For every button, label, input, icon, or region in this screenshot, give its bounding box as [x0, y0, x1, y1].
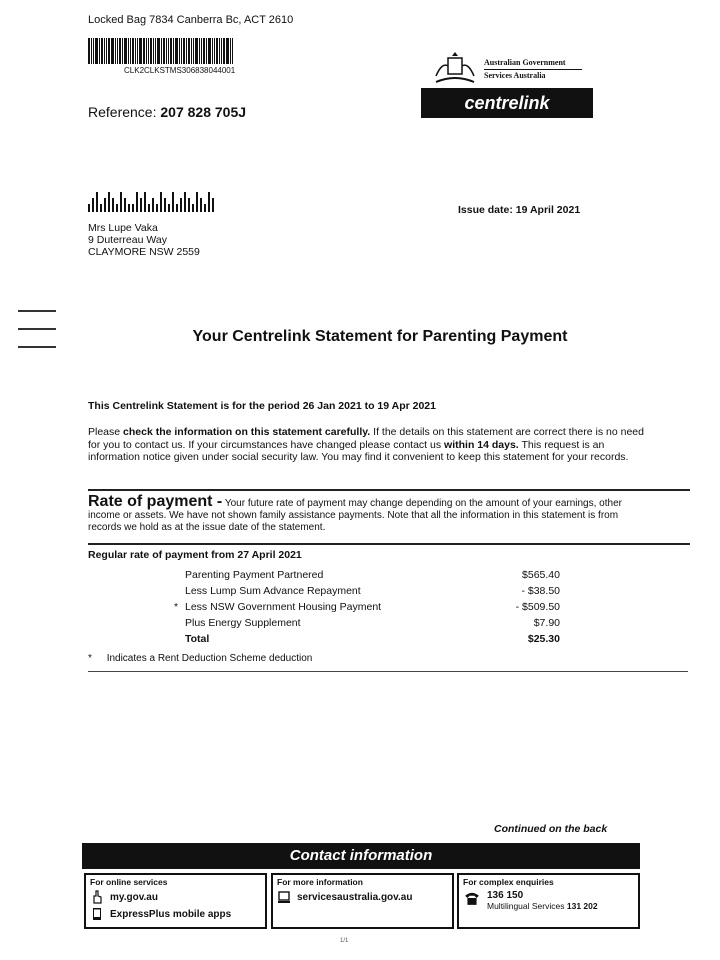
fold-mark — [18, 310, 56, 312]
payment-row — [185, 585, 560, 597]
payment-total: Total $25.30 — [185, 633, 560, 645]
reference-label: Reference: — [88, 104, 157, 120]
payment-marker: * — [174, 601, 179, 613]
payment-row — [174, 601, 560, 613]
hand-pointer-icon — [90, 890, 104, 904]
section-rule — [88, 671, 688, 672]
gov-divider — [484, 69, 582, 70]
issue-date: Issue date: 19 April 2021 — [458, 204, 581, 216]
gov-name: Australian Government — [484, 58, 566, 67]
intro-paragraph: Please check the information on this statement carefully. If the details on this statement are correct there is no need for you to contact us. If your circumstances have changed please contact us within 14 days. This request is an information notice given under social security law. You may find it convenient to keep this statement for your records. — [88, 426, 644, 463]
recipient-address — [88, 222, 200, 258]
services-australia: Services Australia — [484, 71, 546, 80]
telephone-icon — [463, 890, 481, 906]
complex-enquiries-box: For complex enquiries 136 150 Multilingual Services 131 202 — [457, 873, 640, 929]
services-australia-link[interactable]: servicesaustralia.gov.au — [277, 890, 448, 904]
statement-period: This Centrelink Statement is for the period 26 Jan 2021 to 19 Apr 2021 — [88, 400, 436, 412]
payment-label: Less NSW Government Housing Payment — [185, 601, 382, 613]
continued-note: Continued on the back — [494, 823, 608, 835]
coat-of-arms-icon — [432, 52, 478, 86]
rate-of-payment — [88, 493, 648, 534]
recipient-city: CLAYMORE NSW 2559 — [88, 246, 200, 258]
payment-label: Parenting Payment Partnered — [185, 569, 324, 581]
reference — [88, 104, 246, 120]
barcode — [88, 38, 234, 64]
computer-icon — [277, 890, 291, 904]
payment-amount: $7.90 — [533, 617, 560, 629]
page-marker: 1/1 — [340, 938, 349, 944]
rate-note: Your future rate of payment may change depending on the amount of your earnings, other income or assets. We have not shown family assistance payments. Note that all the information in this statement is from records we hold as at the issue date of the statement. — [88, 498, 622, 533]
payment-row — [185, 569, 560, 581]
contact-heading: Contact information — [82, 843, 640, 869]
payment-amount: $565.40 — [522, 569, 560, 581]
footnote: * Indicates a Rent Deduction Scheme deduction — [88, 653, 313, 664]
rate-heading: Rate of payment - — [88, 493, 223, 510]
phone-contact[interactable]: 136 150 Multilingual Services 131 202 — [463, 890, 634, 911]
expressplus-link[interactable]: ExpressPlus mobile apps — [90, 907, 261, 921]
section-rule — [88, 543, 690, 545]
recipient-name: Mrs Lupe Vaka — [88, 222, 158, 234]
return-address: Locked Bag 7834 Canberra Bc, ACT 2610 — [88, 14, 294, 26]
payment-label: Plus Energy Supplement — [185, 617, 301, 629]
recipient-street: 9 Duterreau Way — [88, 234, 167, 246]
postal-barcode — [88, 192, 216, 212]
payment-amount: - $38.50 — [521, 585, 560, 597]
section-rule — [88, 489, 690, 491]
statement-title: Your Centrelink Statement for Parenting Payment — [192, 328, 568, 345]
mygov-link[interactable]: my.gov.au — [90, 890, 261, 904]
reference-number: 207 828 705J — [160, 104, 247, 120]
barcode-text: CLK2CLKSTMS306838044001 — [124, 66, 236, 75]
fold-mark — [18, 346, 56, 348]
centrelink-logo: centrelink — [421, 88, 593, 118]
online-services-box: For online services my.gov.au ExpressPlus mobile apps — [84, 873, 267, 929]
payment-label: Less Lump Sum Advance Repayment — [185, 585, 361, 597]
payment-amount: - $509.50 — [515, 601, 560, 613]
mobile-phone-icon — [90, 907, 104, 921]
payment-row — [185, 617, 560, 629]
regular-rate-heading: Regular rate of payment from 27 April 2021 — [88, 549, 302, 561]
more-info-box: For more information servicesaustralia.gov.au — [271, 873, 454, 929]
